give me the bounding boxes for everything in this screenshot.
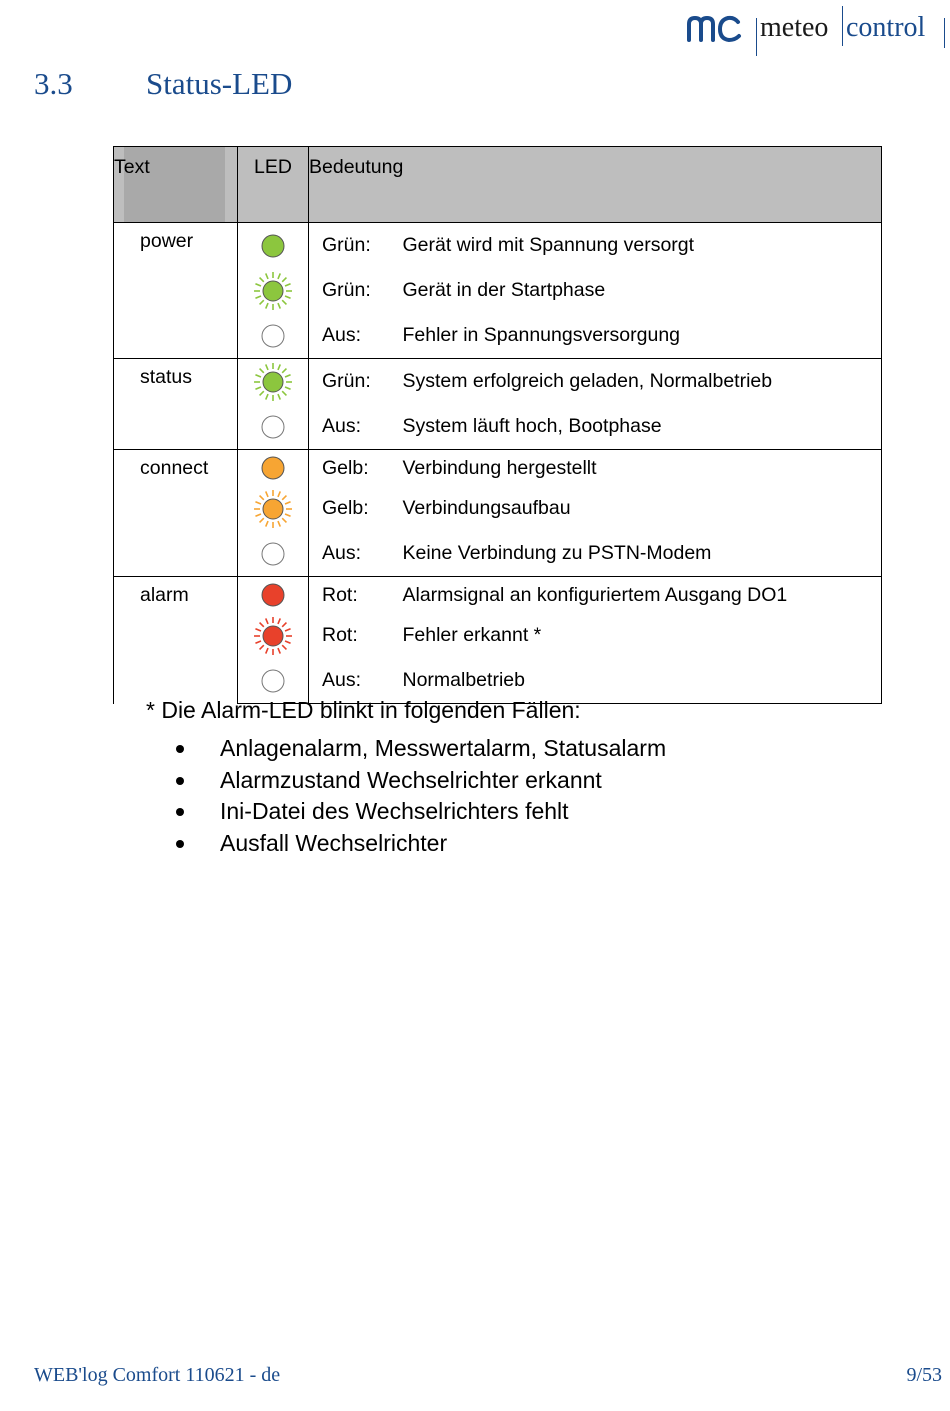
footer-page-number: 9/53 (906, 1364, 942, 1386)
led-meaning: System erfolgreich geladen, Normalbetrieb (403, 359, 882, 405)
blinking-green-led-icon (253, 362, 293, 402)
green-led-icon (253, 226, 293, 266)
led-meaning: Normalbetrieb (403, 658, 882, 704)
blinking-orange-led-icon (253, 489, 293, 529)
footer-document-title: WEB'log Comfort 110621 - de (34, 1364, 281, 1386)
led-state: Aus: (309, 531, 403, 577)
footnote-intro: * Die Alarm-LED blinkt in folgenden Fällen: (146, 697, 581, 723)
logo-divider (944, 18, 945, 48)
led-indicator-cell (238, 404, 309, 450)
mc-logo-mark-icon (686, 12, 744, 44)
list-item: Alarmzustand Wechselrichter erkannt (174, 765, 666, 797)
led-meaning: Verbindung hergestellt (403, 450, 882, 487)
led-meaning: Fehler erkannt * (403, 613, 882, 658)
led-state: Gelb: (322, 497, 369, 519)
logo-divider (842, 6, 843, 46)
led-state: Aus: (309, 404, 403, 450)
led-indicator-cell (238, 268, 309, 313)
led-indicator-cell (238, 313, 309, 359)
table-row (114, 450, 882, 487)
logo-divider (756, 18, 757, 56)
led-state: Grün: (309, 359, 403, 405)
red-led-icon (253, 575, 293, 615)
column-header-text: Text (114, 147, 238, 223)
off-led-icon (253, 661, 293, 701)
table-row (114, 223, 882, 269)
led-state: Rot: (309, 577, 403, 614)
led-meaning: Gerät in der Startphase (403, 268, 882, 313)
list-item: Ini-Datei des Wechselrichters fehlt (174, 796, 666, 828)
logo-word-meteo: meteo (760, 12, 829, 43)
off-led-icon (253, 316, 293, 356)
list-item: Anlagenalarm, Messwertalarm, Statusalarm (174, 733, 666, 765)
led-indicator-cell (238, 531, 309, 577)
bullet-icon (176, 840, 184, 848)
led-indicator-cell (238, 359, 309, 405)
led-state: Grün: (322, 279, 371, 301)
blinking-red-led-icon (253, 616, 293, 656)
meteocontrol-logo (686, 4, 948, 60)
table-header-row (114, 147, 882, 223)
led-state: Aus: (309, 658, 403, 704)
footnote-list (174, 733, 666, 859)
led-indicator-cell (238, 613, 309, 658)
led-name-power: power (114, 223, 238, 359)
logo-word-control: control (846, 12, 926, 43)
led-meaning: Verbindungsaufbau (403, 486, 882, 531)
off-led-icon (253, 534, 293, 574)
table-row (114, 359, 882, 405)
led-meaning: System läuft hoch, Bootphase (403, 404, 882, 450)
bullet-icon (176, 777, 184, 785)
led-state: Rot: (322, 624, 358, 646)
led-state: Gelb: (309, 450, 403, 487)
led-state: Aus: (309, 313, 403, 359)
column-header-meaning: Bedeutung (309, 147, 882, 223)
orange-led-icon (253, 448, 293, 488)
led-name-connect: connect (114, 450, 238, 577)
led-indicator-cell (238, 450, 309, 487)
led-state: Grün: (309, 223, 403, 269)
list-item: Ausfall Wechselrichter (174, 828, 666, 860)
led-meaning: Keine Verbindung zu PSTN-Modem (403, 531, 882, 577)
led-meaning: Fehler in Spannungsversorgung (403, 313, 882, 359)
column-header-led: LED (238, 147, 309, 223)
led-name-alarm: alarm (114, 577, 238, 704)
status-led-table (113, 146, 882, 704)
bullet-icon (176, 808, 184, 816)
off-led-icon (253, 407, 293, 447)
section-number: 3.3 (34, 66, 73, 101)
table-row (114, 577, 882, 614)
led-indicator-cell (238, 486, 309, 531)
led-indicator-cell (238, 577, 309, 614)
led-meaning: Gerät wird mit Spannung versorgt (403, 223, 882, 269)
section-title: Status-LED (146, 66, 293, 101)
led-indicator-cell (238, 223, 309, 269)
blinking-green-led-icon (253, 271, 293, 311)
led-name-status: status (114, 359, 238, 450)
bullet-icon (176, 745, 184, 753)
led-meaning: Alarmsignal an konfiguriertem Ausgang DO1 (403, 577, 882, 614)
